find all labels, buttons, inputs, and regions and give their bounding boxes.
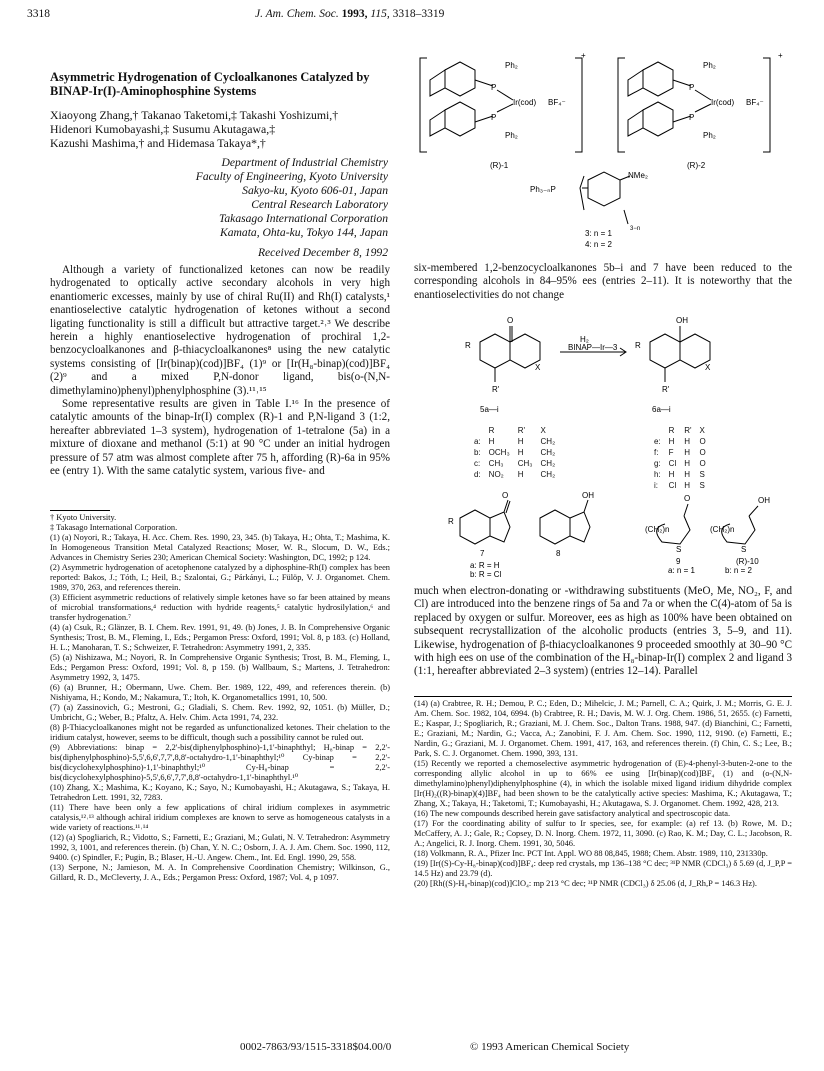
footnote: (10) Zhang, X.; Mashima, K.; Koyano, K.; Sayo, N.; Kumobayashi, H.; Akutagawa, S.; Takaya, H. Tetrahedron Lett. 1991, 32, 7283. [50, 783, 390, 802]
table-row: h: H H S [654, 470, 705, 479]
rp-label: R' [662, 385, 670, 394]
complex-scheme [415, 50, 795, 175]
p-label: P [689, 83, 695, 92]
variant-label: b: n = 2 [725, 566, 752, 575]
compound-label-6: 6a—i [652, 405, 671, 414]
footnotes-right [414, 699, 792, 889]
bf4-label: BF₄⁻ [746, 98, 764, 107]
oh-label: OH [758, 496, 770, 505]
ch2n-label: (CH₂)n [645, 525, 670, 534]
journal-name: J. Am. Chem. Soc. [255, 8, 339, 20]
oxygen-label: O [684, 494, 691, 503]
col-header: R' [517, 426, 526, 435]
table-row: e: H H O [654, 437, 706, 446]
oh-label: OH [582, 491, 594, 500]
compound-label-10: (R)-10 [736, 557, 759, 566]
ligand-label-3: 3: n = 1 [585, 229, 612, 238]
footnote: (11) There have been only a few applications of chiral iridium complexes in asymmetric catalysis,¹²˒¹³ although achiral iridium complexes are known to serve as homogeneous catalysts in a wide variety of reactions.¹¹˒¹⁴ [50, 803, 390, 832]
footnote: (7) (a) Zassinovich, G.; Mestroni, G.; Gladiali, S. Chem. Rev. 1992, 92, 1051. (b) Müller, D.; Umbricht, G.; Weber, B.; Pfaltz, A. Helv. Chim. Acta 1991, 74, 232. [50, 703, 390, 722]
charge-label: + [778, 51, 783, 60]
affiliation-line: Sakyo-ku, Kyoto 606-01, Japan [242, 184, 388, 197]
footnote: (9) Abbreviations: binap = 2,2'-bis(diphenylphosphino)-1,1'-binaphthyl; H₈-binap = 2,2'-bis(diphenylphosphino)-5,5',6,6',7,7',8,8'-octahydro-1,1'-binaphthyl;¹⁰ Cy-binap = 2,2'-bis(dicyclohexylphosphino)-1,1'-binaphthyl;¹⁰ Cy-H₈-binap = 2,2'-bis(dicyclohexylphosphino)-5,5',6,6',7,7',8,8'-octahydro-1,1'-binaphthyl.¹⁰ [50, 743, 390, 782]
substituent-table-left [470, 425, 559, 480]
h2-label: H₂ [580, 335, 589, 344]
paragraph: Although a variety of functionalized ketones can now be readily hydrogenated to optically active secondary alcohols in very high enantiomeric excesses, mainly by use of chiral Ru(II) and Rh(I) catalysts,¹ enantioselective catalytic hydrogenation of ketones without a second ligating functionality is still a difficult but attractive target.²˒³ We describe herein a highly enantioselective hydrogenation of prochiral 1,2-benzocycloalkanones and β-thiacycloalkanones⁸ using the new catalytic systems consisting of [Ir(binap)(cod)]BF₄ (1)⁹ or [Ir(H₈-binap)(cod)]BF₄ (2)⁹ and a mixed P,N-donor ligand, bis(o-(N,N-dimethylamino)phenyl)phenylphosphine (3).¹¹˒¹⁵ [50, 264, 390, 397]
table-row: g: Cl H O [654, 459, 706, 468]
affiliation-line: Kamata, Ohta-ku, Tokyo 144, Japan [220, 226, 388, 239]
author-line: Hidenori Kumobayashi,‡ Susumu Akutagawa,‡ [50, 122, 276, 136]
footnote: (4) (a) Csuk, R.; Glänzer, B. I. Chem. Rev. 1991, 91, 49. (b) Jones, J. B. In Comprehensive Organic Synthesis; Trost, B. M., Fleming, I., Eds.; Pergamon Press: Oxford, 1991; Vol. 8, p 183. (c) Holland, H. L.; Manoharan, T. S.; Schweizer, F. Tetrahedron: Asymmetry 1991, 2, 335. [50, 623, 390, 652]
col-header: R' [684, 426, 692, 435]
compound-label-5: 5a—i [480, 405, 499, 414]
footnote: ‡ Takasago International Corporation. [50, 523, 178, 532]
oh-label: OH [676, 316, 688, 325]
table-row: f: F H O [654, 448, 706, 457]
sulfur-label: S [676, 545, 682, 554]
variant-label: b: R = Cl [470, 570, 502, 578]
ligand-label-4: 4: n = 2 [585, 240, 612, 249]
bf4-label: BF₄⁻ [548, 98, 566, 107]
x-label: X [705, 363, 711, 372]
received-date: Received December 8, 1992 [257, 246, 388, 259]
subscript-label: 3−n [630, 226, 641, 232]
footnote: (17) For the coordinating ability of sulfur to Ir species, see, for example: (a) ref 13. (b) Rowe, M. D.; McCaffery, A. J.; Gale, R.; Copsey, D. N. Inorg. Chem. 1972, 11, 3090. (c) Rao, K. M.; Day, C. L.; Jacobson, R. A.; Angelici, R. J. Inorg. Chem. 1991, 30, 5046. [414, 819, 792, 848]
compound-label-8: 8 [556, 549, 561, 558]
variant-label: a: n = 1 [668, 566, 695, 575]
col-header: X [540, 426, 546, 435]
table-row: i: Cl H S [654, 481, 705, 490]
paragraph: much when electron-donating or -withdrawing substituents (MeO, Me, NO₂, F, and Cl) are introduced into the benzene rings of 5a and 7a or when the C(4)-atom of 5a is replaced by oxygen or sulfur. Moreover, ees as high as 100% have been obtained on subsequent recrystallization of the alcoholic products (entries 3, 5–9, and 11). Likewise, hydrogenation of β-thiacycloalkanones 9 proceeded smoothly at 30–90 °C with high ees on use of the combination of the H₈-binap-Ir(I) complex 2 and ligand 3 (1:1, hereafter abbreviated 2–3 system) (entries 12–14). Parallel [414, 585, 792, 678]
p-label: P [491, 83, 497, 92]
footer-copyright: © 1993 American Chemical Society [470, 1041, 630, 1053]
r-label: R [635, 341, 641, 350]
article-title: Asymmetric Hydrogenation of Cycloalkanones Catalyzed by BINAP-Ir(I)-Aminophosphine Systems [50, 70, 370, 98]
footnote: (16) The new compounds described herein gave satisfactory analytical and spectroscopic data. [414, 809, 731, 818]
col-header: X [699, 426, 705, 435]
r-label: R [448, 517, 454, 526]
ir-cod-label: Ir(cod) [711, 98, 735, 107]
footnote: (1) (a) Noyori, R.; Takaya, H. Acc. Chem. Res. 1990, 23, 345. (b) Takaya, H.; Ohta, T.; Mashima, K. In Homogeneous Transition Metal Catalyzed Reactions; Moser, W. R., Slocum, D. W., Eds.; Advances in Chemistry Series 230; American Chemical Society: Washington, DC, 1992; p 124. [50, 533, 390, 562]
table-row: b: OCH₃ H CH₂ [474, 448, 556, 457]
paragraph: Some representative results are given in Table I.¹⁶ In the presence of catalytic amounts of the binap-Ir(I) complex (R)-1 and P,N-ligand 3 (1:2, hereafter abbreviated 1–3 system), hydrogenation of 1-tetralone (5a) in a mixture of dioxane and methanol (5:1) at 90 °C under an initial hydrogen pressure of 57 atm was almost complete after 75 h, affording (R)-6a in 95% ee (entry 1). With the same catalytic system, various five- and [50, 398, 390, 478]
compounds-7-10 [440, 488, 790, 578]
col-header: R [488, 426, 495, 435]
footnote: (3) Efficient asymmetric reductions of relatively simple ketones have so far been attained by means of microbial transformations,⁴ reduction with hydride reagents,⁵ catalytic hydrosilylation,⁶ and transfer hydrogenation.⁷ [50, 593, 390, 622]
affiliation-line: Department of Industrial Chemistry [221, 156, 388, 169]
affiliation-line: Faculty of Engineering, Kyoto University [195, 170, 388, 183]
substituent-table-right [650, 425, 710, 491]
compound-label-1: (R)-1 [490, 161, 509, 170]
footnote: (8) β-Thiacycloalkanones might not be regarded as unfunctionalized ketones. Their chelation to the iridium catalyst, however, seems to be difficult, though such a possibility cannot be ruled out. [50, 723, 390, 742]
r-label: R [465, 341, 471, 350]
footnote: (19) [Ir((S)-Cy-H₈-binap)(cod)]BF₄: deep red crystals, mp 136–138 °C dec; ³¹P NMR (CDCl₃) δ 5.69 (d, J_P,P = 14.5 Hz) and 23.79 (d). [414, 859, 792, 878]
footnote: (20) [Rh((S)-H₈-binap)(cod)]ClO₄: mp 213 °C dec; ³¹P NMR (CDCl₃) δ 25.06 (d, J_Rh,P = 146.3 Hz). [414, 879, 757, 888]
affiliation-line: Central Research Laboratory [251, 198, 388, 211]
table-row: d: NO₂ H CH₂ [474, 470, 556, 479]
body-left [50, 264, 390, 479]
table-row: a: H H CH₂ [474, 437, 556, 446]
footer-code: 0002-7863/93/1515-3318$04.00/0 [240, 1041, 392, 1053]
journal-volume: 115, [370, 8, 390, 20]
body-right-bottom [414, 585, 792, 679]
p-label: P [689, 113, 695, 122]
nme2-label: NMe₂ [628, 171, 648, 180]
footnote: (6) (a) Brunner, H.; Obermann, Uwe. Chem. Ber. 1989, 122, 499, and references therein. (b) Nishiyama, H.; Kondo, M.; Nakamura, T.; Itoh, K. Organometallics 1991, 10, 500. [50, 683, 390, 702]
ir-cod-label: Ir(cod) [513, 98, 537, 107]
compound-label-9: 9 [676, 557, 681, 566]
charge-label: + [581, 51, 586, 60]
catalyst-label: BINAP—Ir—3 [568, 343, 618, 352]
footnote: (5) (a) Nishizawa, M.; Noyori, R. In Comprehensive Organic Synthesis; Trost, B. M., Fleming, I., Eds.; Pergamon Press: Oxford, 1991; Vol. 8, p 159. (b) Wallbaum, S.; Martens, J. Tetrahedron: Asymmetry 1992, 3, 1475. [50, 653, 390, 682]
sulfur-label: S [741, 545, 747, 554]
paragraph: six-membered 1,2-benzocycloalkanones 5b–i and 7 have been reduced to the corresponding alcohols in 84–95% ees (entries 2–11). It is noteworthy that the enantioselectivities do not change [414, 262, 792, 301]
footnote-rule [50, 510, 110, 511]
footnote: † Kyoto University. [50, 513, 117, 522]
p-label: P [491, 113, 497, 122]
footnote: (15) Recently we reported a chemoselective asymmetric hydrogenation of (E)-4-phenyl-3-buten-2-one to the corresponding allylic alcohol in up to 66% ee using [Ir(binap)(cod)]BF₄ (1) and (o-(N,N-dimethylamino)phenyl)diphenylphosphine (4), in which the isolable mixed ligand iridium dihydride complex [Ir(H)₂((R)-binap)(4)]BF₄ had been shown to be the catalytically active species: Mashima, K.; Akutagawa, T.; Zhang, X.; Takaya, H.; Taketomi, T.; Kumobayashi, H.; Akutagawa, S. J. Organomet. Chem. 1992, 428, 213. [414, 759, 792, 808]
author-line: Xiaoyong Zhang,† Takanao Taketomi,‡ Takashi Yoshizumi,† [50, 108, 339, 122]
journal-citation [255, 8, 444, 20]
ph2-label: Ph₂ [505, 131, 518, 140]
x-label: X [535, 363, 541, 372]
footnotes-left [50, 513, 390, 883]
ph2-label: Ph₂ [703, 61, 716, 70]
footnote: (2) Asymmetric hydrogenation of acetophenone catalyzed by a diphosphine-Rh(I) complex has been reported: Bakos, J.; Tóth, I.; Heil, B.; Szalontai, G.; Párkányi, L.; Fülöp, V. J. Organomet. Chem. 1989, 370, 263, and references therein. [50, 563, 390, 592]
rp-label: R' [492, 385, 500, 394]
variant-label: a: R = H [470, 561, 500, 570]
body-right-top [414, 262, 792, 302]
footnote: (18) Volkmann, R. A., Pfizer Inc. PCT Int. Appl. WO 88 08,845, 1988; Chem. Abstr. 1989, 110, 231330p. [414, 849, 768, 858]
ch2n-label: (CH₂)n [710, 525, 735, 534]
page-number: 3318 [27, 8, 50, 20]
compound-label-7: 7 [480, 549, 485, 558]
author-list [50, 108, 410, 150]
reaction-scheme [440, 312, 780, 432]
footnote-rule [414, 696, 792, 697]
journal-year: 1993, [341, 8, 368, 20]
footnote: (13) Serpone, N.; Jamieson, M. A. In Comprehensive Coordination Chemistry; Wilkinson, G., Gillard, R. D., McCleverty, J. A., Eds.; Pergamon Press: Oxford, 1987; Vol. 4, p 1097. [50, 863, 390, 882]
footnote: (12) (a) Spogliarich, R.; Vidotto, S.; Farnetti, E.; Graziani, M.; Gulati, N. V. Tetrahedron: Asymmetry 1992, 3, 1001, and references therein. (b) Chan, Y. N. C.; Osborn, J. A. J. Am. Chem. Soc. 1990, 112, 9400. (c) Spindler, F.; Pugin, B.; Blaser, H.-U. Angew. Chem., Int. Ed. Engl. 1990, 29, 558. [50, 833, 390, 862]
table-row: c: CH₃ CH₃ CH₂ [474, 459, 556, 468]
journal-pages: 3318–3319 [392, 8, 445, 20]
ph2-label: Ph₂ [703, 131, 716, 140]
affiliation-line: Takasago International Corporation [219, 212, 388, 225]
ph-label: Ph₃₋ₙP [530, 185, 556, 194]
col-header: R [668, 426, 675, 435]
affiliations [110, 156, 388, 260]
oxygen-label: O [507, 316, 514, 325]
oxygen-label: O [502, 491, 509, 500]
compound-label-2: (R)-2 [687, 161, 706, 170]
ligand-structure [530, 170, 710, 250]
ph2-label: Ph₂ [505, 61, 518, 70]
footnote: (14) (a) Crabtree, R. H.; Demou, P. C.; Eden, D.; Mihelcic, J. M.; Parnell, C. A.; Quirk, J. M.; Morris, G. E. J. Am. Chem. Soc. 1982, 104, 6994. (b) Crabtree, R. H.; Davis, M. W. J. Org. Chem. 1986, 51, 2655. (c) Farnetti, E.; Kaspar, J.; Spogliarich, R.; Graziani, M. J. Chem. Soc., Dalton Trans. 1988, 947. (d) Bianchini, C.; Farnetti, E.; Graziani, M.; Nardin, G.; Vacca, A.; Zanobini, F. J. Am. Chem. Soc. 1990, 112, 9190. (e) Farnetti, E.; Nardin, G.; Graziani, M. J. Organomet. Chem. 1991, 417, 163, and references therein. (f) Chin, C. S.; Lee, B.; Park, S. C. J. Organomet. Chem. 1990, 393, 131. [414, 699, 792, 758]
author-line: Kazushi Mashima,† and Hidemasa Takaya*,† [50, 136, 266, 150]
